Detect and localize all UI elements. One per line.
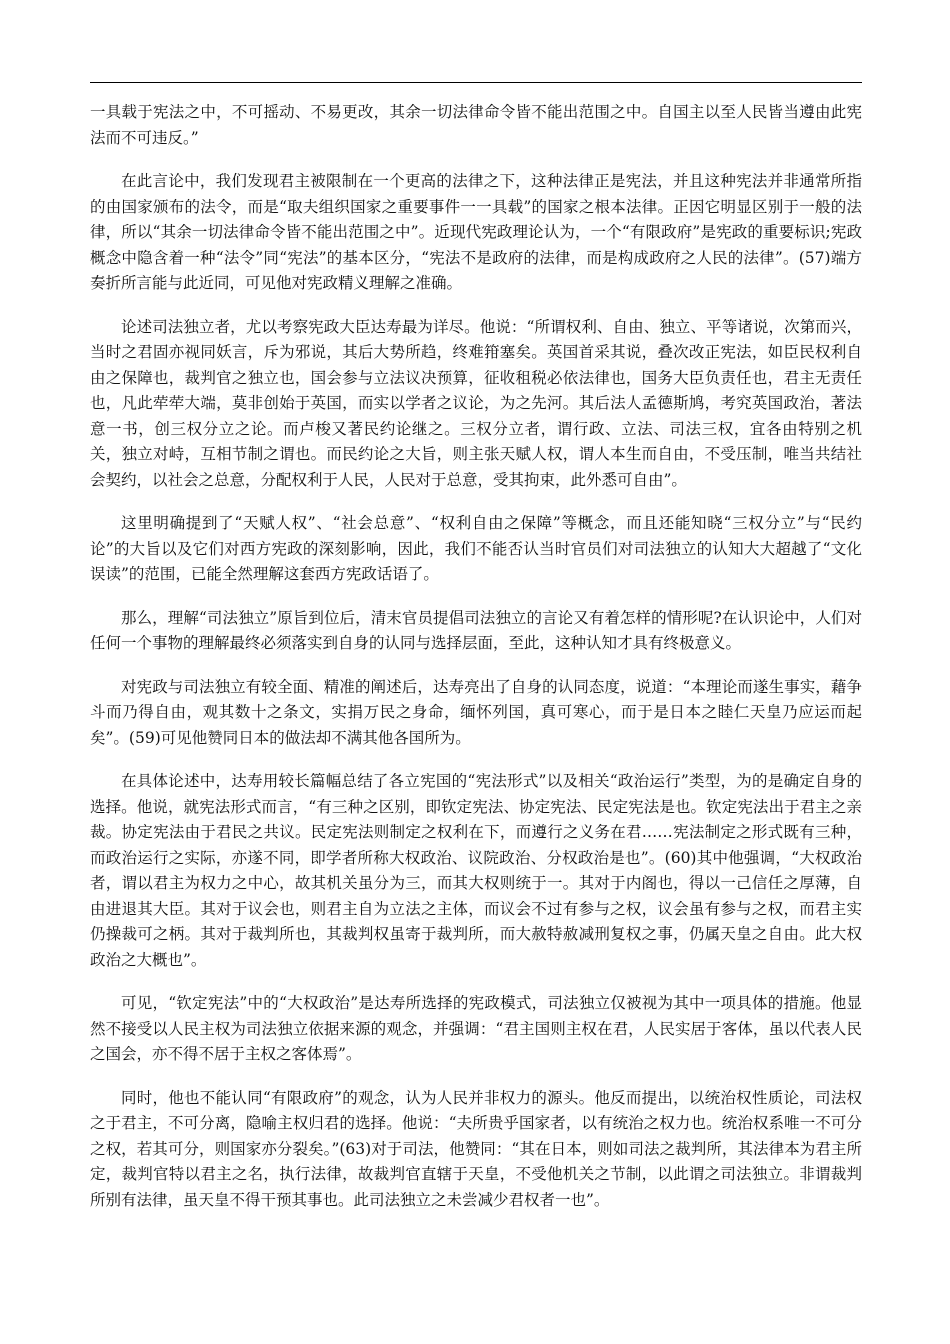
paragraph-7: 在具体论述中，达寿用较长篇幅总结了各立宪国的“宪法形式”以及相关“政治运行”类型，为的是确定自身的选择。他说，就宪法形式而言，“有三种之区别，即钦定宪法、协定宪法、民定宪法是也。钦定宪法出于君主之亲裁。协定宪法由于君民之共议。民定宪法则制定之权利在下，而遵行之义务在君……宪法制定之形式既有三种，而政治运行之实际，亦遂不同，即学者所称大权政治、议院政治、分权政治是也”。(60)其中他强调，“大权政治者，谓以君主为权力之中心，故其机关虽分为三，而其大权则统于一。其对于内阁也，得以一己信任之厚薄，自由进退其大臣。其对于议会也，则君主自为立法之主体，而议会不过有参与之权，议会虽有参与之权，而君主实仍操裁可之柄。其对于裁判所也，其裁判权虽寄于裁判所，而大赦特赦减刑复权之事，仍属天皇之自由。此大权政治之大概也”。 — [90, 772, 862, 969]
paragraph-4: 这里明确提到了“天赋人权”、“社会总意”、“权利自由之保障”等概念，而且还能知晓“三权分立”与“民约论”的大旨以及它们对西方宪政的深刻影响，因此，我们不能否认当时官员们对司法独立的认知大大超越了“文化误读”的范围，已能全然理解这套西方宪政话语了。 — [90, 514, 862, 583]
header-rule — [90, 82, 862, 83]
paragraph-5: 那么，理解“司法独立”原旨到位后，清末官员提倡司法独立的言论又有着怎样的情形呢?在认识论中，人们对任何一个事物的理解最终必须落实到自身的认同与选择层面，至此，这种认知才具有终极意义。 — [90, 608, 862, 652]
document-page — [90, 0, 862, 1344]
paragraph-9: 同时，他也不能认同“有限政府”的观念，认为人民并非权力的源头。他反而提出，以统治权性质论，司法权之于君主，不可分离，隐喻主权归君的选择。他说：“夫所贵乎国家者，以有统治之权力也。统治权系唯一不可分之权，若其可分，则国家亦分裂矣。”(63)对于司法，他赞同：“其在日本，则如司法之裁判所，其法律本为君主所定，裁判官特以君主之名，执行法律，故裁判官直辖于天皇，不受他机关之节制，以此谓之司法独立。非谓裁判所别有法律，虽天皇不得干预其事也。此司法独立之未尝减少君权者一也”。 — [90, 1088, 862, 1209]
paragraph-6: 对宪政与司法独立有较全面、精准的阐述后，达寿亮出了自身的认同态度，说道：“本理论而遂生事实，藉争斗而乃得自由，观其数十之条文，实捐万民之身命，缅怀列国，真可寒心，而于是日本之睦仁天皇乃应运而起矣”。(59)可见他赞同日本的做法却不满其他各国所为。 — [90, 677, 862, 747]
document-body — [90, 100, 862, 1231]
paragraph-1: 一具载于宪法之中，不可摇动、不易更改，其余一切法律命令皆不能出范围之中。自国主以至人民皆当遵由此宪法而不可违反。” — [90, 103, 862, 147]
paragraph-8: 可见，“钦定宪法”中的“大权政治”是达寿所选择的宪政模式，司法独立仅被视为其中一项具体的措施。他显然不接受以人民主权为司法独立依据来源的观念，并强调：“君主国则主权在君，人民实居于客体，虽以代表人民之国会，亦不得不居于主权之客体焉”。 — [90, 994, 862, 1063]
paragraph-2: 在此言论中，我们发现君主被限制在一个更高的法律之下，这种法律正是宪法，并且这种宪法并非通常所指的由国家颁布的法令，而是“取夫组织国家之重要事件一一具载”的国家之根本法律。正因它明显区别于一般的法律，所以“其余一切法律命令皆不能出范围之中”。近现代宪政理论认为，一个“有限政府”是宪政的重要标识;宪政概念中隐含着一种“法令”同“宪法”的基本区分，“宪法不是政府的法律，而是构成政府之人民的法律”。(57)端方奏折所言能与此近同，可见他对宪政精义理解之准确。 — [90, 172, 862, 292]
paragraph-3: 论述司法独立者，尤以考察宪政大臣达寿最为详尽。他说：“所谓权利、自由、独立、平等诸说，次第而兴，当时之君固亦视同妖言，斥为邪说，其后大势所趋，终难箝塞矣。英国首采其说，叠次改正宪法，如臣民权利自由之保障也，裁判官之独立也，国会参与立法议决预算，征收租税必依法律也，国务大臣负责任也，君主无责任也，凡此荦荦大端，莫非创始于英国，而实以学者之议论，为之先河。其后法人孟德斯鸠，考究英国政治，著法意一书，创三权分立之论。而卢梭又著民约论继之。三权分立者，谓行政、立法、司法三权，宜各由特别之机关，独立对峙，互相节制之谓也。而民约论之大旨，则主张天赋人权，谓人本生而自由，不受压制，唯当共结社会契约，以社会之总意，分配权利于人民，人民对于总意，受其拘束，此外悉可自由”。 — [90, 317, 862, 489]
